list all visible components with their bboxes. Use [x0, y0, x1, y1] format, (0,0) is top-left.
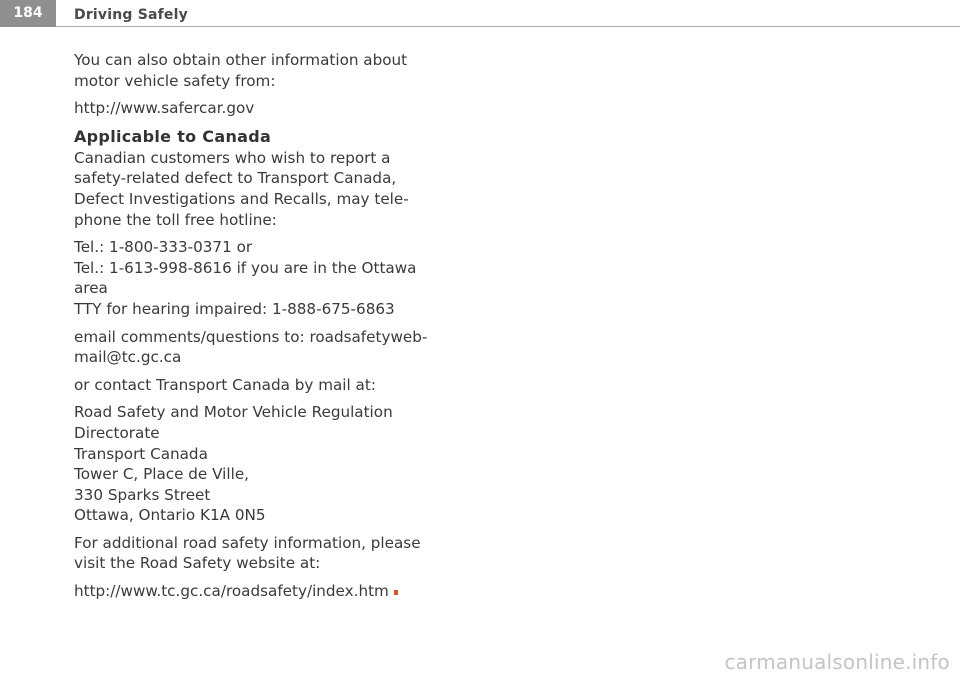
text-line: You can also obtain other information about	[74, 51, 408, 69]
address-line: Road Safety and Motor Vehicle Regulation	[74, 403, 393, 422]
section-title: Driving Safely	[74, 7, 188, 23]
phone-line: area	[74, 279, 108, 298]
text-line: Defect Investigations and Recalls, may tele-	[74, 189, 409, 208]
email-line: mail@tc.gc.ca	[74, 348, 182, 367]
phone-numbers	[74, 237, 494, 319]
address-line: Ottawa, Ontario K1A 0N5	[74, 506, 266, 525]
address-line: Tower C, Place de Ville,	[74, 465, 249, 484]
canada-heading: Applicable to Canada	[74, 126, 272, 146]
text-line: phone the toll free hotline:	[74, 210, 277, 229]
intro-paragraph	[74, 50, 494, 91]
address-line: Transport Canada	[74, 444, 208, 463]
watermark: carmanualsonline.info	[724, 650, 950, 674]
email-line: email comments/questions to: roadsafetyweb-	[74, 327, 428, 346]
text-line: visit the Road Safety website at:	[74, 554, 321, 573]
road-safety-url[interactable]: http://www.tc.gc.ca/roadsafety/index.htm	[74, 582, 389, 601]
end-of-section-marker	[394, 590, 398, 595]
road-safety-url-line	[74, 581, 494, 602]
canada-paragraph	[74, 148, 494, 230]
phone-line: Tel.: 1-613-998-8616 if you are in the Ottawa	[74, 258, 417, 277]
text-line: For additional road safety information, please	[74, 533, 421, 552]
text-line: or contact Transport Canada by mail at:	[74, 375, 376, 394]
address-line: 330 Sparks Street	[74, 485, 211, 504]
address-line: Directorate	[74, 423, 160, 442]
phone-line: TTY for hearing impaired: 1-888-675-6863	[74, 299, 395, 318]
more-info-paragraph	[74, 533, 494, 574]
phone-line: Tel.: 1-800-333-0371 or	[74, 238, 253, 257]
email-paragraph	[74, 327, 494, 368]
header-divider	[56, 26, 960, 27]
text-line: motor vehicle safety from:	[74, 71, 276, 90]
safercar-url[interactable]: http://www.safercar.gov	[74, 99, 255, 118]
safercar-link-paragraph	[74, 98, 494, 119]
page-number: 184	[13, 5, 43, 21]
page-number-badge	[0, 0, 56, 27]
mailing-address	[74, 402, 494, 526]
mail-intro	[74, 375, 494, 396]
road-safety-link-paragraph	[74, 581, 494, 602]
text-line: Canadian customers who wish to report a	[74, 148, 391, 167]
page-header	[0, 0, 960, 30]
page-content	[74, 50, 494, 609]
text-line: safety-related defect to Transport Canada,	[74, 169, 397, 188]
